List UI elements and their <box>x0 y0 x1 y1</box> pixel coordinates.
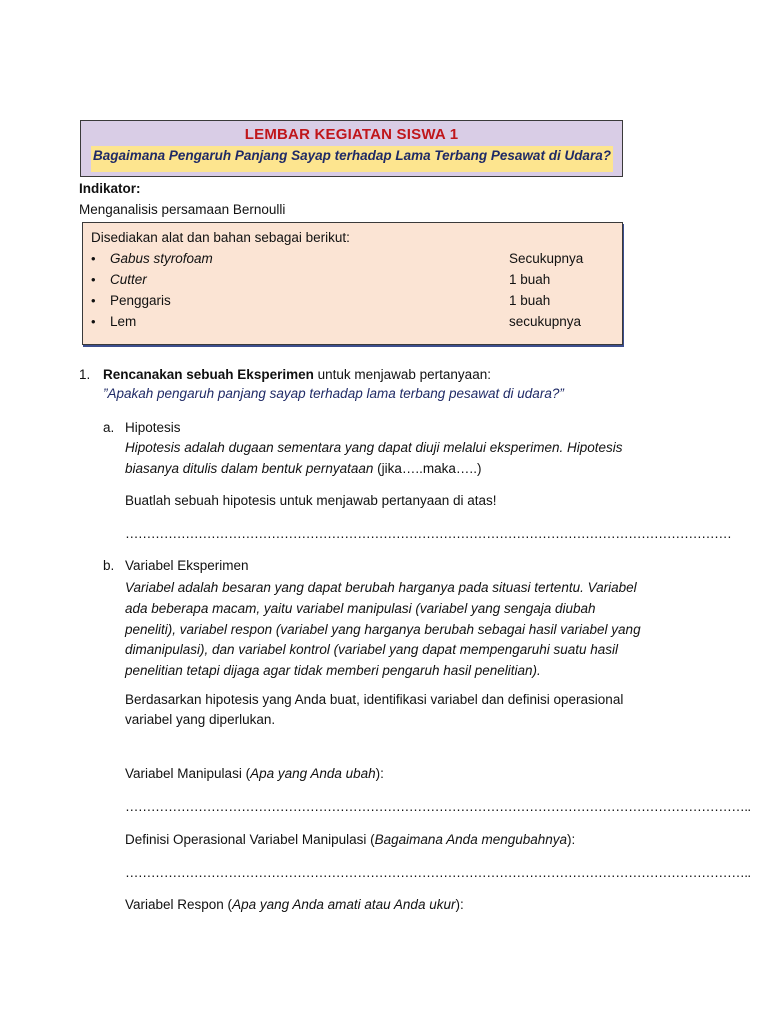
definisi-label-end: ): <box>567 832 576 847</box>
bullet-icon: • <box>91 293 96 308</box>
variabel-instruction-line: Berdasarkan hipotesis yang Anda buat, identifikasi variabel dan definisi operasional <box>125 692 624 707</box>
section-a-heading: Hipotesis <box>125 420 181 435</box>
manipulasi-answer-line[interactable]: ……………………………………………………………………………………………………………………………….. <box>125 799 751 814</box>
material-qty: 1 buah <box>509 293 551 308</box>
material-item <box>91 251 611 271</box>
hipotesis-desc-italic: biasanya ditulis dalam bentuk pernyataan <box>125 461 378 476</box>
worksheet-title: LEMBAR KEGIATAN SISWA 1 <box>244 126 459 143</box>
respon-label-end: ): <box>455 897 464 912</box>
variabel-desc-line: Variabel adalah besaran yang dapat berubah harganya pada situasi tertentu. Variabel <box>125 580 637 595</box>
material-item <box>91 272 611 292</box>
section-b-heading: Variabel Eksperimen <box>125 558 249 573</box>
research-question: ”Apakah pengaruh panjang sayap terhadap lama terbang pesawat di udara?” <box>103 386 564 401</box>
indikator-text: Menganalisis persamaan Bernoulli <box>79 202 286 217</box>
hipotesis-desc-normal: (jika…..maka…..) <box>377 461 482 476</box>
respon-label-text: Variabel Respon ( <box>125 897 233 912</box>
respon-hint: Apa yang Anda amati atau Anda ukur <box>232 897 456 912</box>
material-name: Penggaris <box>110 293 171 308</box>
material-name: Cutter <box>110 272 147 287</box>
material-item <box>91 314 611 334</box>
indikator-label: Indikator: <box>79 181 141 196</box>
hipotesis-answer-line[interactable]: …………………………………………………………………………………………………………………………… <box>125 526 732 541</box>
variabel-desc-line: penelitian tetapi dijaga agar tidak memberi pengaruh hasil penelitian). <box>125 663 541 679</box>
manipulasi-label-end: ): <box>375 766 384 781</box>
material-item <box>91 293 611 313</box>
step-instruction-rest: untuk menjawab pertanyaan: <box>313 367 491 382</box>
hipotesis-instruction: Buatlah sebuah hipotesis untuk menjawab pertanyaan di atas! <box>125 493 497 508</box>
hipotesis-desc-line: Hipotesis adalah dugaan sementara yang dapat diuji melalui eksperimen. Hipotesis <box>125 440 623 455</box>
materials-intro: Disediakan alat dan bahan sebagai berikut: <box>91 230 350 245</box>
material-qty: Secukupnya <box>509 251 584 266</box>
definisi-hint: Bagaimana Anda mengubahnya <box>374 832 568 847</box>
manipulasi-label <box>125 766 384 781</box>
worksheet-subtitle: Bagaimana Pengaruh Panjang Sayap terhadap Lama Terbang Pesawat di Udara? <box>93 148 611 163</box>
definisi-label <box>125 832 575 847</box>
step-number: 1. <box>79 367 91 382</box>
material-name: Lem <box>110 314 137 329</box>
bullet-icon: • <box>91 314 96 329</box>
definisi-answer-line[interactable]: ……………………………………………………………………………………………………………………………….. <box>125 865 751 880</box>
section-a-letter: a. <box>103 420 115 435</box>
section-b-letter: b. <box>103 558 115 573</box>
respon-label <box>125 897 464 912</box>
bullet-icon: • <box>91 251 96 266</box>
material-name: Gabus styrofoam <box>110 251 213 266</box>
variabel-desc-line: ada beberapa macam, yaitu variabel manipulasi (variabel yang sengaja diubah <box>125 600 596 616</box>
bullet-icon: • <box>91 272 96 287</box>
material-qty: 1 buah <box>509 272 551 287</box>
variabel-desc-line: dimanipulasi), dan variabel kontrol (variabel yang dapat mempengaruhi suatu hasil <box>125 642 619 658</box>
variabel-desc-line: peneliti), variabel respon (variabel yang harganya berubah sebagai hasil variabel yang <box>125 621 641 637</box>
manipulasi-hint: Apa yang Anda ubah <box>250 766 376 781</box>
title-box <box>80 120 623 177</box>
manipulasi-label-text: Variabel Manipulasi ( <box>125 766 251 781</box>
material-qty: secukupnya <box>509 314 582 329</box>
hipotesis-desc-line <box>125 461 481 476</box>
materials-box <box>82 222 623 345</box>
variabel-instruction-line: variabel yang diperlukan. <box>125 712 276 727</box>
step-instruction-bold: Rencanakan sebuah Eksperimen <box>103 367 314 382</box>
step-instruction <box>103 367 491 382</box>
definisi-label-text: Definisi Operasional Variabel Manipulasi ( <box>125 832 375 847</box>
subtitle-banner <box>91 146 613 172</box>
variabel-desc <box>125 578 678 682</box>
